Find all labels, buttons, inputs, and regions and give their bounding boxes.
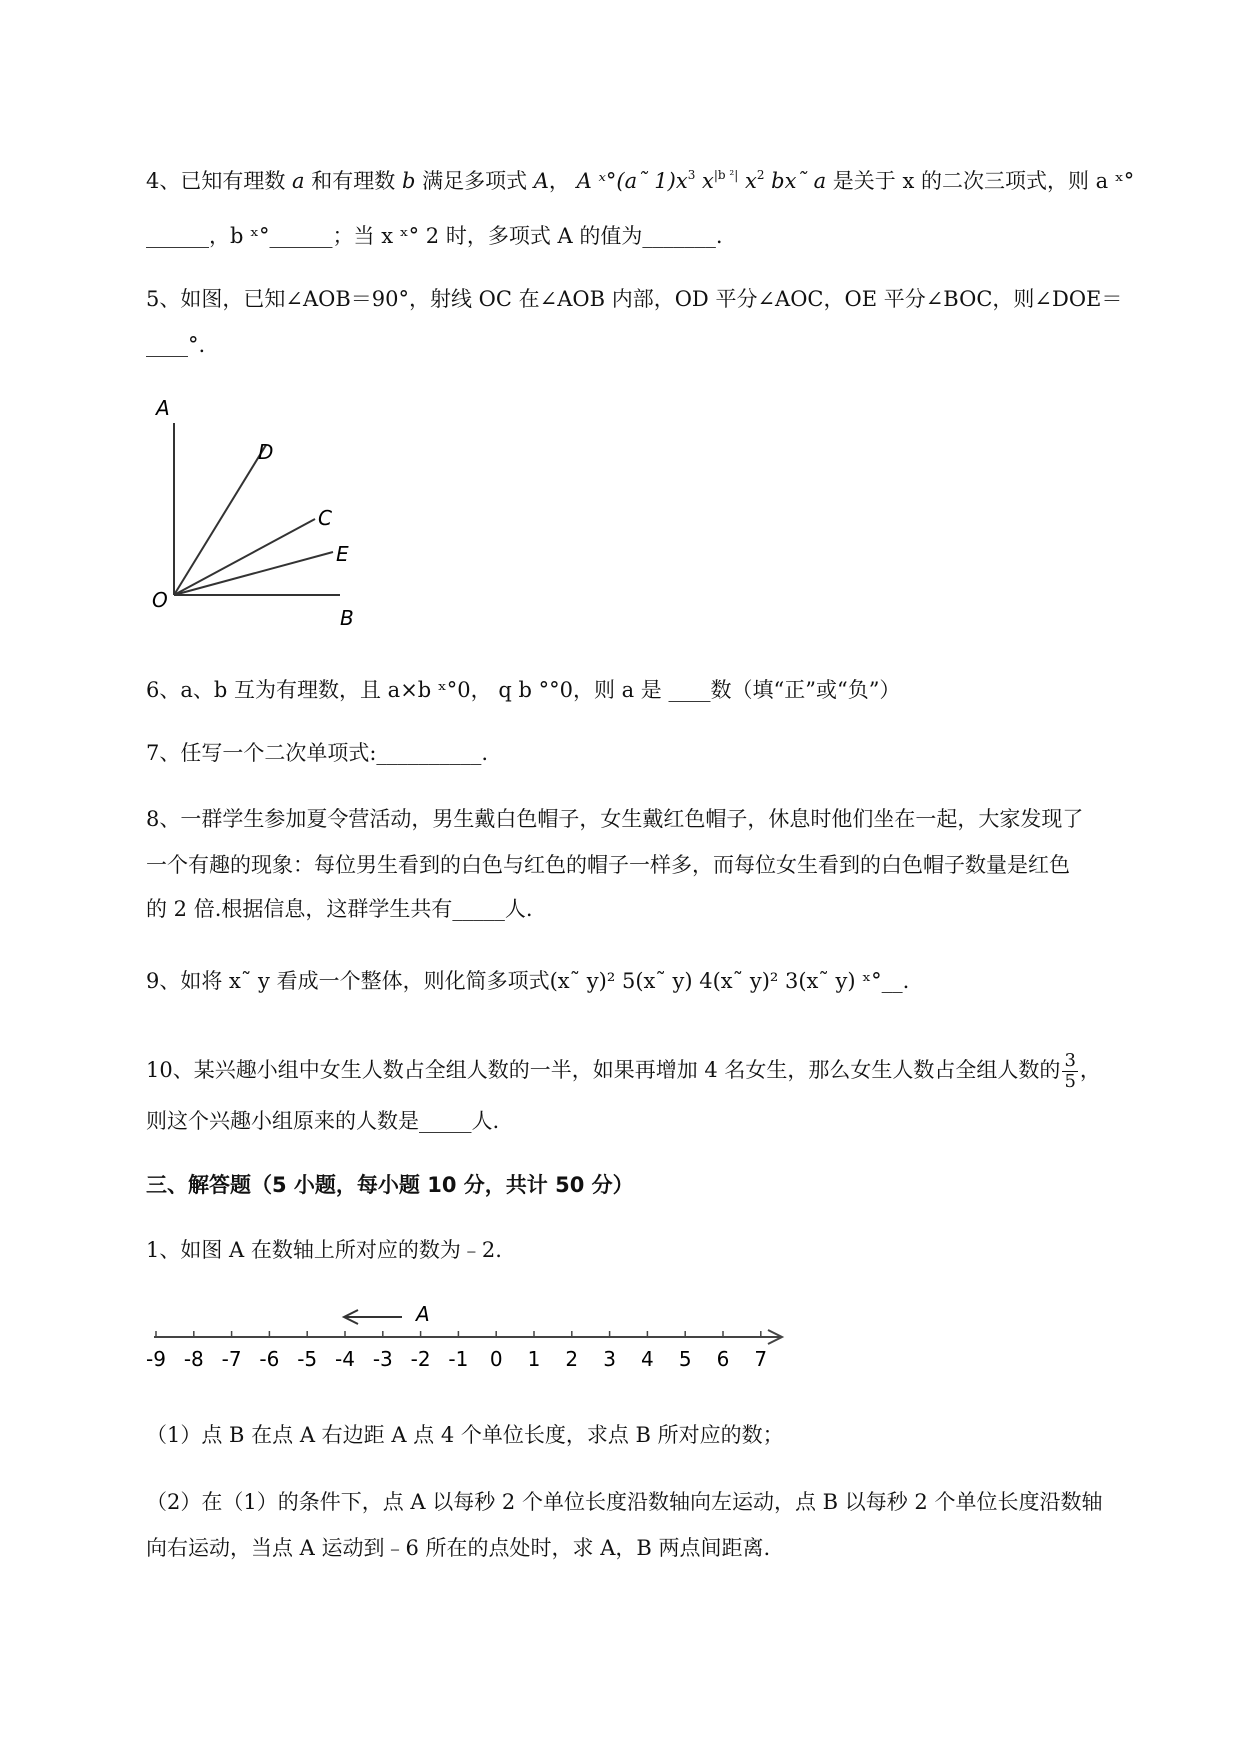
tick-label: -5 xyxy=(297,1347,318,1371)
tick-label: -9 xyxy=(146,1347,166,1371)
tick-label: -3 xyxy=(372,1347,393,1371)
tick-label: 6 xyxy=(716,1347,730,1371)
q10-line1 xyxy=(146,1051,1101,1092)
q4-line1 xyxy=(146,166,1134,199)
q9: 9、如将 x˜ y 看成一个整体，则化简多项式(x˜ y)² 5(x˜ y) 4(x˜ y)² 3(x˜ y) ˣ°__. xyxy=(146,969,910,993)
q4-text: 满足多项式 xyxy=(415,169,534,193)
q10-text: 10、某兴趣小组中女生人数占全组人数的一半，如果再增加 4 名女生，那么女生人数占全组人数的 xyxy=(146,1058,1061,1082)
q4-text: 4、已知有理数 xyxy=(146,169,293,193)
tick-label: 3 xyxy=(603,1347,616,1371)
tick-label: 7 xyxy=(754,1347,768,1371)
var-a: a xyxy=(292,169,305,193)
ray-OC xyxy=(174,519,315,595)
label-A: A xyxy=(156,396,170,420)
q8-line2: 一个有趣的现象：每位男生看到的白色与红色的帽子一样多，而每位女生看到的白色帽子数量是红色 xyxy=(146,853,1070,877)
q4-text: 和有理数 xyxy=(304,169,402,193)
label-E: E xyxy=(336,542,349,566)
q4-polynomial: bx˜ a xyxy=(764,169,827,193)
q8-line1: 8、一群学生参加夏令营活动，男生戴白色帽子，女生戴红色帽子，休息时他们坐在一起，大家发现了 xyxy=(146,807,1084,831)
q6: 6、a、b 互为有理数，且 a×b ˣ°0， q b °°0，则 a 是 ____数（填“正”或“负”） xyxy=(146,678,901,702)
q8-line3: 的 2 倍.根据信息，这群学生共有_____人. xyxy=(146,897,533,921)
tick-label: 0 xyxy=(489,1347,503,1371)
point-A-label: A xyxy=(416,1302,430,1326)
s1-part2-line2: 向右运动，当点 A 运动到﹣6 所在的点处时，求 A，B 两点间距离. xyxy=(146,1536,771,1560)
fraction-3-5 xyxy=(1062,1051,1077,1092)
q10-line2: 则这个兴趣小组原来的人数是_____人. xyxy=(146,1109,500,1133)
angle-figure xyxy=(140,395,400,635)
tick-label: -1 xyxy=(448,1347,469,1371)
label-O: O xyxy=(152,588,168,612)
tick-label: -8 xyxy=(183,1347,204,1371)
s1-part2-line1: （2）在（1）的条件下，点 A 以每秒 2 个单位长度沿数轴向左运动，点 B 以每秒 2 个单位长度沿数轴 xyxy=(146,1490,1103,1514)
tick-label: -7 xyxy=(221,1347,242,1371)
fraction-numerator: 3 xyxy=(1064,1050,1076,1071)
label-C: C xyxy=(318,506,332,530)
tick-label: 2 xyxy=(565,1347,579,1371)
tick-label: 1 xyxy=(527,1347,541,1371)
ray-OE xyxy=(174,552,333,595)
q4-exponent: |b ²| xyxy=(713,168,739,182)
q4-exponent: 3 xyxy=(687,168,696,182)
q4-line2: ______，b ˣ°______；当 x ˣ° 2 时，多项式 A 的值为_______. xyxy=(146,224,723,248)
s1-text: 1、如图 A 在数轴上所对应的数为﹣2. xyxy=(146,1238,502,1262)
q4-text: 是关于 x 的二次三项式，则 a ˣ° xyxy=(826,169,1135,193)
q4-polynomial: x xyxy=(695,169,714,193)
var-A: A xyxy=(533,169,549,193)
q5-line2: ____°. xyxy=(146,333,206,357)
tick-label: -2 xyxy=(410,1347,431,1371)
q4-text: ， xyxy=(548,169,570,193)
q10-text: ， xyxy=(1079,1058,1101,1082)
tick-label: -6 xyxy=(259,1347,280,1371)
ray-OD xyxy=(174,445,266,595)
fraction-denominator: 5 xyxy=(1064,1071,1076,1092)
q5-line1: 5、如图，已知∠AOB＝90°，射线 OC 在∠AOB 内部，OD 平分∠AOC，OE 平分∠BOC，则∠DOE＝ xyxy=(146,287,1123,311)
section-title: 三、解答题（5 小题，每小题 10 分，共计 50 分） xyxy=(146,1173,634,1197)
q4-polynomial: x xyxy=(738,169,757,193)
q4-exponent: 2 xyxy=(756,168,765,182)
tick-label: -4 xyxy=(335,1347,355,1371)
var-b: b xyxy=(401,169,416,193)
label-D: D xyxy=(258,440,274,464)
label-B: B xyxy=(340,606,354,630)
tick-label: 4 xyxy=(641,1347,654,1371)
q7: 7、任写一个二次单项式:__________. xyxy=(146,741,489,765)
number-line xyxy=(140,1290,800,1380)
s1-part1: （1）点 B 在点 A 右边距 A 点 4 个单位长度，求点 B 所对应的数； xyxy=(146,1423,784,1447)
tick-label: 5 xyxy=(678,1347,692,1371)
q4-polynomial: A ˣ°(a˜ 1)x xyxy=(576,169,688,193)
